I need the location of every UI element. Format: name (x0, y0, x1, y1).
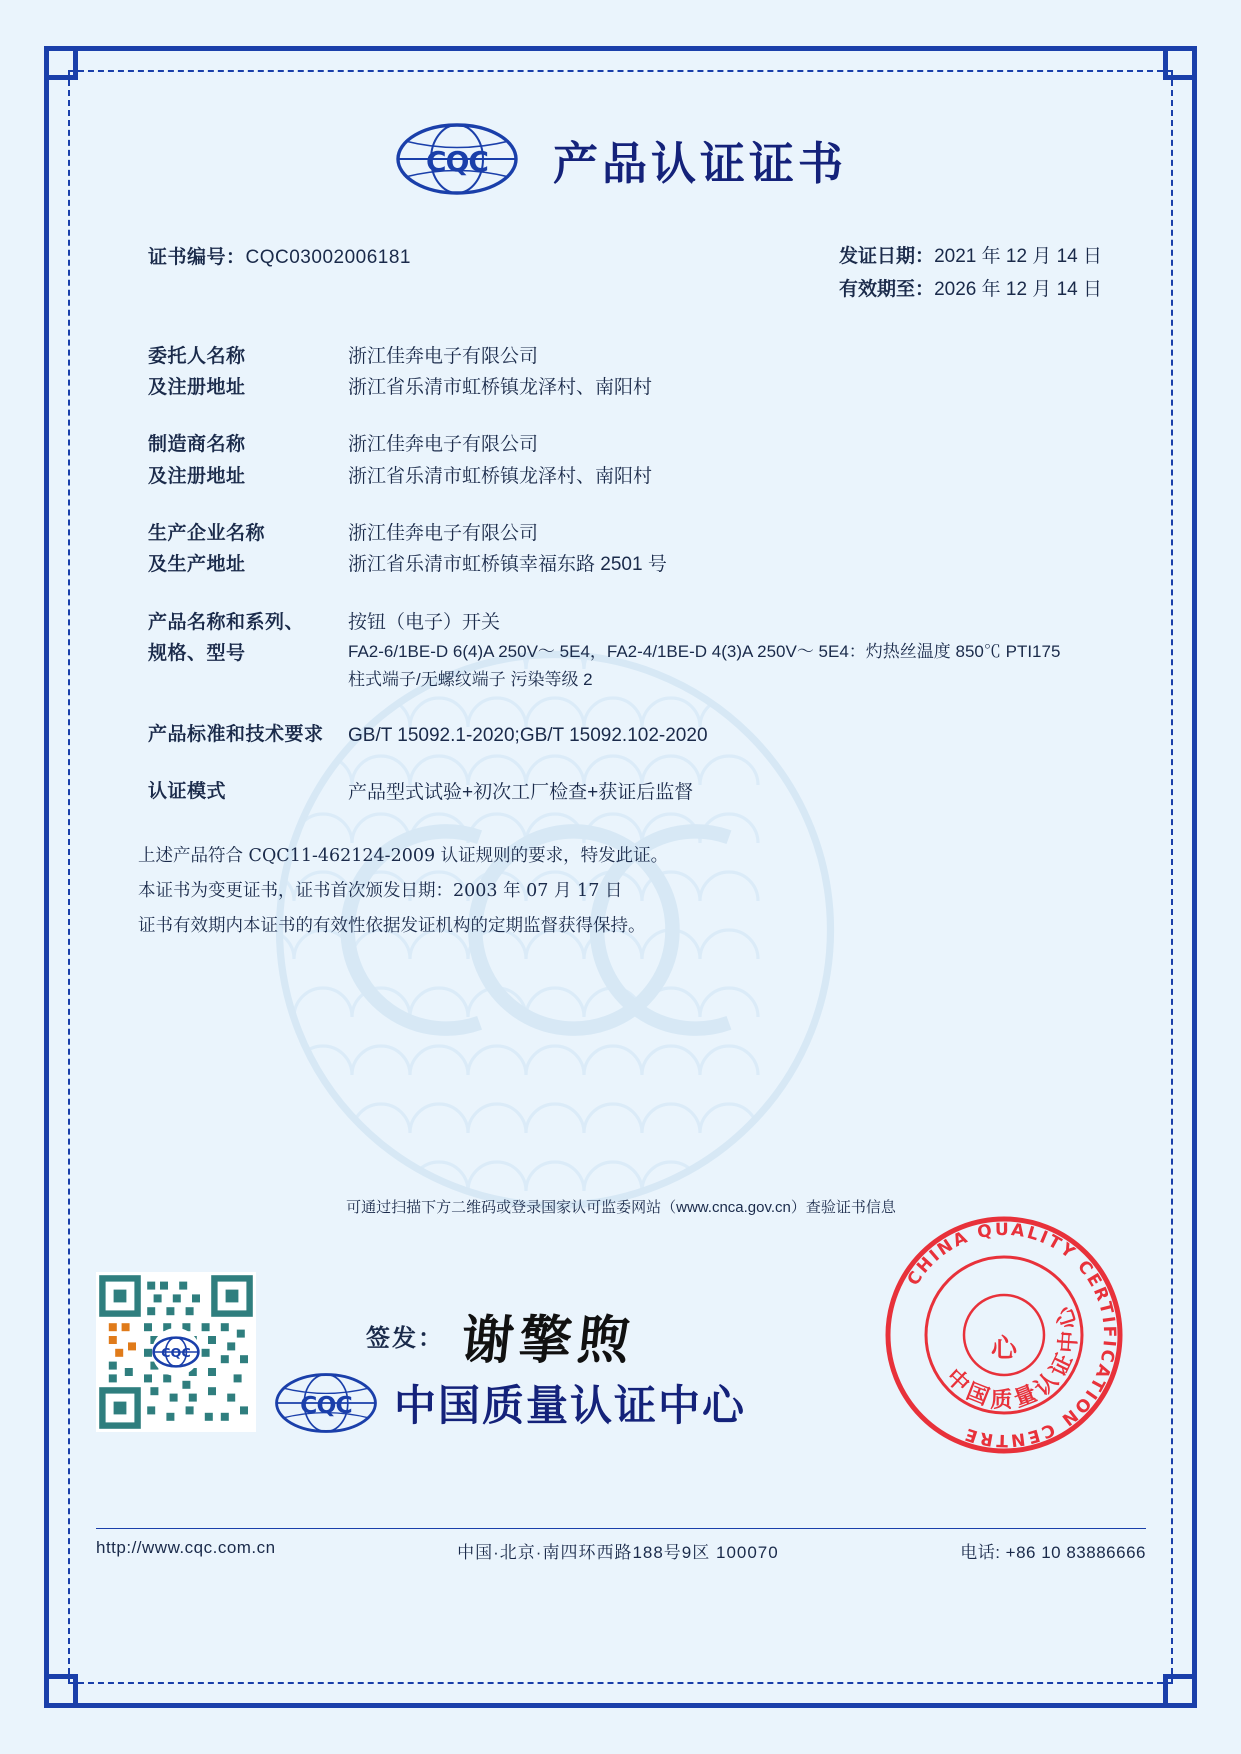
certificate-content (96, 96, 1146, 1658)
field-group-standards (148, 720, 1116, 751)
field-value-block (348, 777, 1116, 808)
field-label: 规格、型号 (148, 642, 246, 664)
svg-text:CQC: CQC (300, 1391, 352, 1420)
field-value-block (348, 341, 1116, 404)
field-label-block (148, 607, 348, 694)
field-label: 及生产地址 (148, 554, 246, 576)
field-group-manufacturer (148, 429, 1116, 492)
field-value: FA2-6/1BE-D 6(4)A 250V～ 5E4，FA2-4/1BE-D 4(3)A 250V～ 5E4：灼热丝温度 850℃ PTI175 (348, 641, 1061, 661)
valid-until-row (839, 273, 1102, 306)
field-label: 委托人名称 (148, 345, 246, 367)
certificate-fields (96, 341, 1146, 809)
field-value: 浙江佳奔电子有限公司 (348, 434, 539, 456)
cqc-globe-logo-icon (395, 122, 519, 196)
statement-line: 上述产品符合 CQC11-462124-2009 认证规则的要求，特发此证。 (138, 845, 669, 866)
field-label-block (148, 341, 348, 404)
footer-address: 中国·北京·南四环西路188号9区 100070 (457, 1543, 779, 1562)
field-value: 浙江省乐清市虹桥镇幸福东路 2501 号 (348, 554, 667, 576)
field-value-block (348, 518, 1116, 581)
page-title: 产品认证证书 (552, 136, 847, 190)
field-value-block (348, 429, 1116, 492)
signature-label: 签发： (366, 1325, 444, 1352)
svg-text:CHINA QUALITY CERTIFICATION CE: CHINA QUALITY CERTIFICATION CENTRE (903, 1219, 1120, 1451)
field-value: 浙江佳奔电子有限公司 (348, 345, 539, 367)
field-label: 认证模式 (148, 781, 227, 803)
field-label-block (148, 518, 348, 581)
field-label: 产品名称和系列、 (148, 611, 305, 633)
field-value-block (348, 607, 1116, 694)
statement-line: 本证书为变更证书，证书首次颁发日期：2003 年 07 月 17 日 (138, 880, 623, 901)
document-header (96, 122, 1146, 196)
document-footer (96, 1538, 1146, 1563)
field-value: 按钮（电子）开关 (348, 611, 501, 633)
valid-until-value: 2026 年 12 月 14 日 (934, 279, 1102, 301)
field-label: 及注册地址 (148, 465, 246, 487)
field-label: 及注册地址 (148, 376, 246, 398)
field-value: 浙江省乐清市虹桥镇龙泽村、南阳村 (348, 376, 653, 398)
field-group-factory (148, 518, 1116, 581)
issuer-row (274, 1372, 746, 1434)
issuer-name: 中国质量认证中心 (394, 1381, 747, 1430)
qr-code-icon[interactable] (96, 1272, 256, 1432)
field-value-block (348, 720, 1116, 751)
certificate-number-value: CQC03002006181 (245, 247, 411, 268)
field-value: 产品型式试验+初次工厂检查+获证后监督 (348, 782, 694, 804)
field-value: 柱式端子/无螺纹端子 污染等级 2 (348, 669, 593, 689)
issue-date-row (839, 240, 1102, 273)
svg-text:中国质量认证中心: 中国质量认证中心 (940, 1298, 1083, 1414)
field-group-product-model (148, 607, 1116, 694)
certificate-number (148, 240, 411, 269)
footer-phone: 电话: +86 10 83886666 (960, 1543, 1146, 1562)
field-label: 产品标准和技术要求 (148, 724, 324, 745)
field-value: 浙江佳奔电子有限公司 (348, 522, 539, 544)
field-label-block (148, 429, 348, 492)
certificate-number-label: 证书编号： (148, 247, 246, 268)
verification-notice: 可通过扫描下方二维码或登录国家认可监委网站（www.cnca.gov.cn）查验证书信息 (346, 1199, 896, 1216)
cqc-globe-logo-icon (274, 1372, 378, 1434)
issue-date-value: 2021 年 12 月 14 日 (934, 246, 1102, 267)
signature-row (366, 1298, 639, 1373)
signature-handwriting: 谢擎煦 (458, 1310, 639, 1371)
footer-website[interactable]: http://www.cqc.com.cn (96, 1538, 276, 1557)
statement-line: 证书有效期内本证书的有效性依据发证机构的定期监督获得保持。 (138, 915, 646, 936)
svg-text:心: 心 (990, 1334, 1018, 1364)
certificate-dates (839, 240, 1102, 307)
issue-date-label: 发证日期： (839, 246, 935, 267)
footer-divider (96, 1528, 1146, 1529)
svg-text:CQC: CQC (426, 145, 488, 178)
red-round-seal-icon (880, 1211, 1128, 1459)
svg-text:CQC: CQC (161, 1345, 191, 1361)
field-group-certification-mode (148, 777, 1116, 808)
field-label-block (148, 777, 348, 808)
field-label-block (148, 720, 348, 751)
statement-block (96, 839, 1146, 944)
field-value: 浙江省乐清市虹桥镇龙泽村、南阳村 (348, 465, 653, 487)
field-label: 制造商名称 (148, 434, 246, 456)
valid-until-label: 有效期至： (839, 279, 935, 301)
field-value: GB/T 15092.1-2020;GB/T 15092.102-2020 (348, 725, 708, 746)
field-label: 生产企业名称 (148, 522, 266, 544)
certificate-meta (96, 240, 1146, 307)
field-group-applicant (148, 341, 1116, 404)
